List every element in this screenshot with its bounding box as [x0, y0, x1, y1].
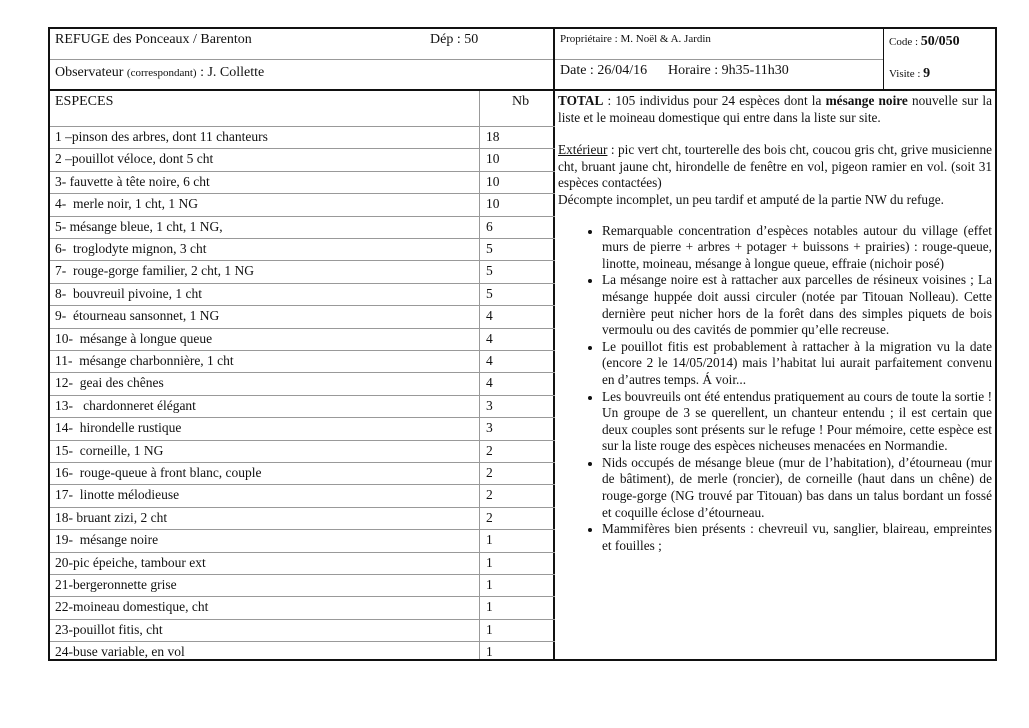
total-highlight: mésange noire [825, 93, 908, 108]
species-name: 3- fauvette à tête noire, 6 cht [55, 173, 210, 189]
refuge-name: REFUGE des Ponceaux / Barenton [55, 32, 252, 47]
species-row [50, 216, 555, 238]
note-bullet: • La mésange noire est à rattacher aux parcelles de résineux voisines ; La mésange huppée doit aussi circuler (notée par Titouan Nolleau). Cette dernière peut nicher hors de la forêt dans des simples piquets de bois vermoulu ou des cavités de pommier qu’elle recreuse. [602, 272, 992, 338]
visite-label: Visite : [889, 68, 924, 80]
visite-field [889, 64, 930, 82]
species-count: 4 [486, 375, 493, 391]
species-row [50, 305, 555, 327]
proprietaire: Propriétaire : M. Noël & A. Jardin [560, 33, 711, 45]
species-count: 5 [486, 285, 493, 301]
observateur-label: Observateur [55, 65, 127, 80]
total-paragraph [558, 93, 992, 126]
observateur-name: : J. Collette [196, 65, 265, 80]
species-row [50, 171, 555, 193]
species-count: 10 [486, 196, 500, 212]
species-name: 8- bouvreuil pivoine, 1 cht [55, 285, 202, 301]
code-box-divider [883, 29, 884, 90]
species-row [50, 395, 555, 417]
species-name: 16- rouge-queue à front blanc, couple [55, 465, 262, 480]
species-row [50, 507, 555, 529]
species-name: 4- merle noir, 1 cht, 1 NG [55, 196, 199, 212]
species-row [50, 238, 555, 260]
decompte-text: Décompte incomplet, un peu tardif et amputé de la partie NW du refuge. [558, 191, 944, 207]
species-name: 20-pic épeiche, tambour ext [55, 554, 206, 570]
notes-panel [558, 93, 992, 554]
species-count: 4 [486, 353, 493, 368]
species-count: 3 [486, 420, 493, 436]
species-name: 15- corneille, 1 NG [55, 442, 164, 458]
species-row [50, 574, 555, 596]
species-count: 1 [486, 532, 493, 548]
total-text: : 105 individus pour 24 espèces dont la [603, 93, 826, 108]
species-row [50, 260, 555, 282]
code-label: Code : [889, 36, 921, 48]
exterieur-label: Extérieur [558, 142, 608, 158]
observateur-field [55, 63, 264, 81]
visite-value: 9 [923, 66, 931, 81]
species-count: 2 [486, 509, 493, 525]
species-row [50, 484, 555, 506]
species-row [50, 596, 555, 618]
species-row [50, 529, 555, 551]
species-row [50, 328, 555, 350]
note-bullet: • Le pouillot fitis est probablement à rattacher à la migration vu la date (encore 2 le 14/05/2014) mais l’habitat lui aurait parfaitement convenu en d’autres temps. Á voir... [602, 339, 992, 389]
horaire-field: Horaire : 9h35-11h30 [668, 63, 789, 78]
species-name: 11- mésange charbonnière, 1 cht [55, 353, 234, 368]
species-count: 2 [486, 465, 493, 480]
species-row [50, 372, 555, 394]
species-row [50, 417, 555, 439]
species-name: 13- chardonneret élégant [55, 397, 196, 413]
species-row [50, 350, 555, 372]
observation-form [48, 27, 997, 661]
note-bullet: • Mammifères bien présents : chevreuil vu, sanglier, blaireau, empreintes et fouilles ; [602, 521, 992, 554]
code-field [889, 32, 960, 50]
species-row [50, 641, 555, 663]
col-species-header: ESPECES [55, 94, 114, 109]
species-name: 14- hirondelle rustique [55, 420, 182, 436]
species-row [50, 440, 555, 462]
species-name: 7- rouge-gorge familier, 2 cht, 1 NG [55, 263, 255, 279]
species-row [50, 283, 555, 305]
species-name: 9- étourneau sansonnet, 1 NG [55, 308, 220, 324]
species-table-header [50, 91, 555, 126]
species-count: 10 [486, 151, 500, 167]
species-name: 24-buse variable, en vol [55, 644, 185, 660]
species-name: 19- mésange noire [55, 532, 159, 548]
species-count: 10 [486, 173, 500, 189]
code-value: 50/050 [920, 34, 960, 49]
species-count: 5 [486, 241, 493, 256]
observateur-role: (correspondant) [126, 67, 197, 79]
species-count: 1 [486, 599, 493, 615]
species-count: 18 [486, 129, 500, 144]
species-name: 12- geai des chênes [55, 375, 164, 391]
total-label: TOTAL [558, 93, 604, 108]
species-row [50, 619, 555, 641]
species-row [50, 126, 555, 148]
species-count: 1 [486, 621, 493, 637]
species-name: 21-bergeronnette grise [55, 577, 177, 592]
exterieur-text: : pic vert cht, tourterelle des bois cht, coucou gris cht, grive musicienne cht, bruant jaune cht, hirondelle de fenêtre en vol, pigeon ramier en vol. (soit 31 espèces contactées) [558, 142, 992, 191]
date-field: Date : 26/04/16 [560, 63, 648, 78]
species-row [50, 148, 555, 170]
species-row [50, 193, 555, 215]
species-row [50, 552, 555, 574]
total-text-end: nouvelle sur la liste et le moineau domestique qui entre dans la liste sur site. [558, 93, 992, 125]
species-name: 1 –pinson des arbres, dont 11 chanteurs [55, 129, 268, 144]
species-count: 1 [486, 554, 493, 570]
species-name: 10- mésange à longue queue [55, 330, 213, 346]
row-divider [50, 59, 553, 60]
species-count: 3 [486, 397, 493, 413]
species-count: 5 [486, 263, 493, 279]
species-name: 23-pouillot fitis, cht [55, 621, 163, 637]
species-count: 2 [486, 442, 493, 458]
note-bullet: • Les bouvreuils ont été entendus pratiquement au cours de toute la sortie ! Un groupe de 3 se querellent, un chanteur entendu ; il est certain que deux couples sont présents sur le refuge ! Pour mémoire, cette espèce est sur la liste rouge des espèces nicheuses menacées en Normandie. [602, 389, 992, 455]
note-bullet: • Nids occupés de mésange bleue (mur de l’habitation), d’étourneau (mur de bâtiment), de merle (roncier), de corneille (haut dans un chêne) de rouge-gorge (NG trouvé par Titouan) bas dans un talus bordant un fossé et coquille éclose d’étourneau. [602, 455, 992, 521]
species-count: 2 [486, 487, 493, 503]
row-divider [555, 59, 883, 60]
species-name: 2 –pouillot véloce, dont 5 cht [55, 151, 214, 167]
notes-bullet-list [558, 223, 992, 555]
species-count: 4 [486, 308, 493, 324]
species-name: 18- bruant zizi, 2 cht [55, 509, 168, 525]
species-row [50, 462, 555, 484]
species-name: 6- troglodyte mignon, 3 cht [55, 241, 207, 256]
species-count: 4 [486, 330, 493, 346]
departement: Dép : 50 [430, 32, 479, 47]
species-count: 1 [486, 577, 493, 592]
species-name: 22-moineau domestique, cht [55, 599, 209, 615]
note-bullet: • Remarquable concentration d’espèces notables autour du village (effet murs de pierre + arbres + potager + buissons + prairies) : rouge-queue, linotte, moineau, mésange à longue queue, effraie (nichoir posé) [602, 223, 992, 273]
species-name: 5- mésange bleue, 1 cht, 1 NG, [55, 218, 223, 234]
exterieur-paragraph [558, 142, 992, 192]
col-nb-header: Nb [512, 94, 530, 109]
species-count: 1 [486, 644, 493, 660]
species-name: 17- linotte mélodieuse [55, 487, 180, 503]
species-count: 6 [486, 218, 493, 234]
